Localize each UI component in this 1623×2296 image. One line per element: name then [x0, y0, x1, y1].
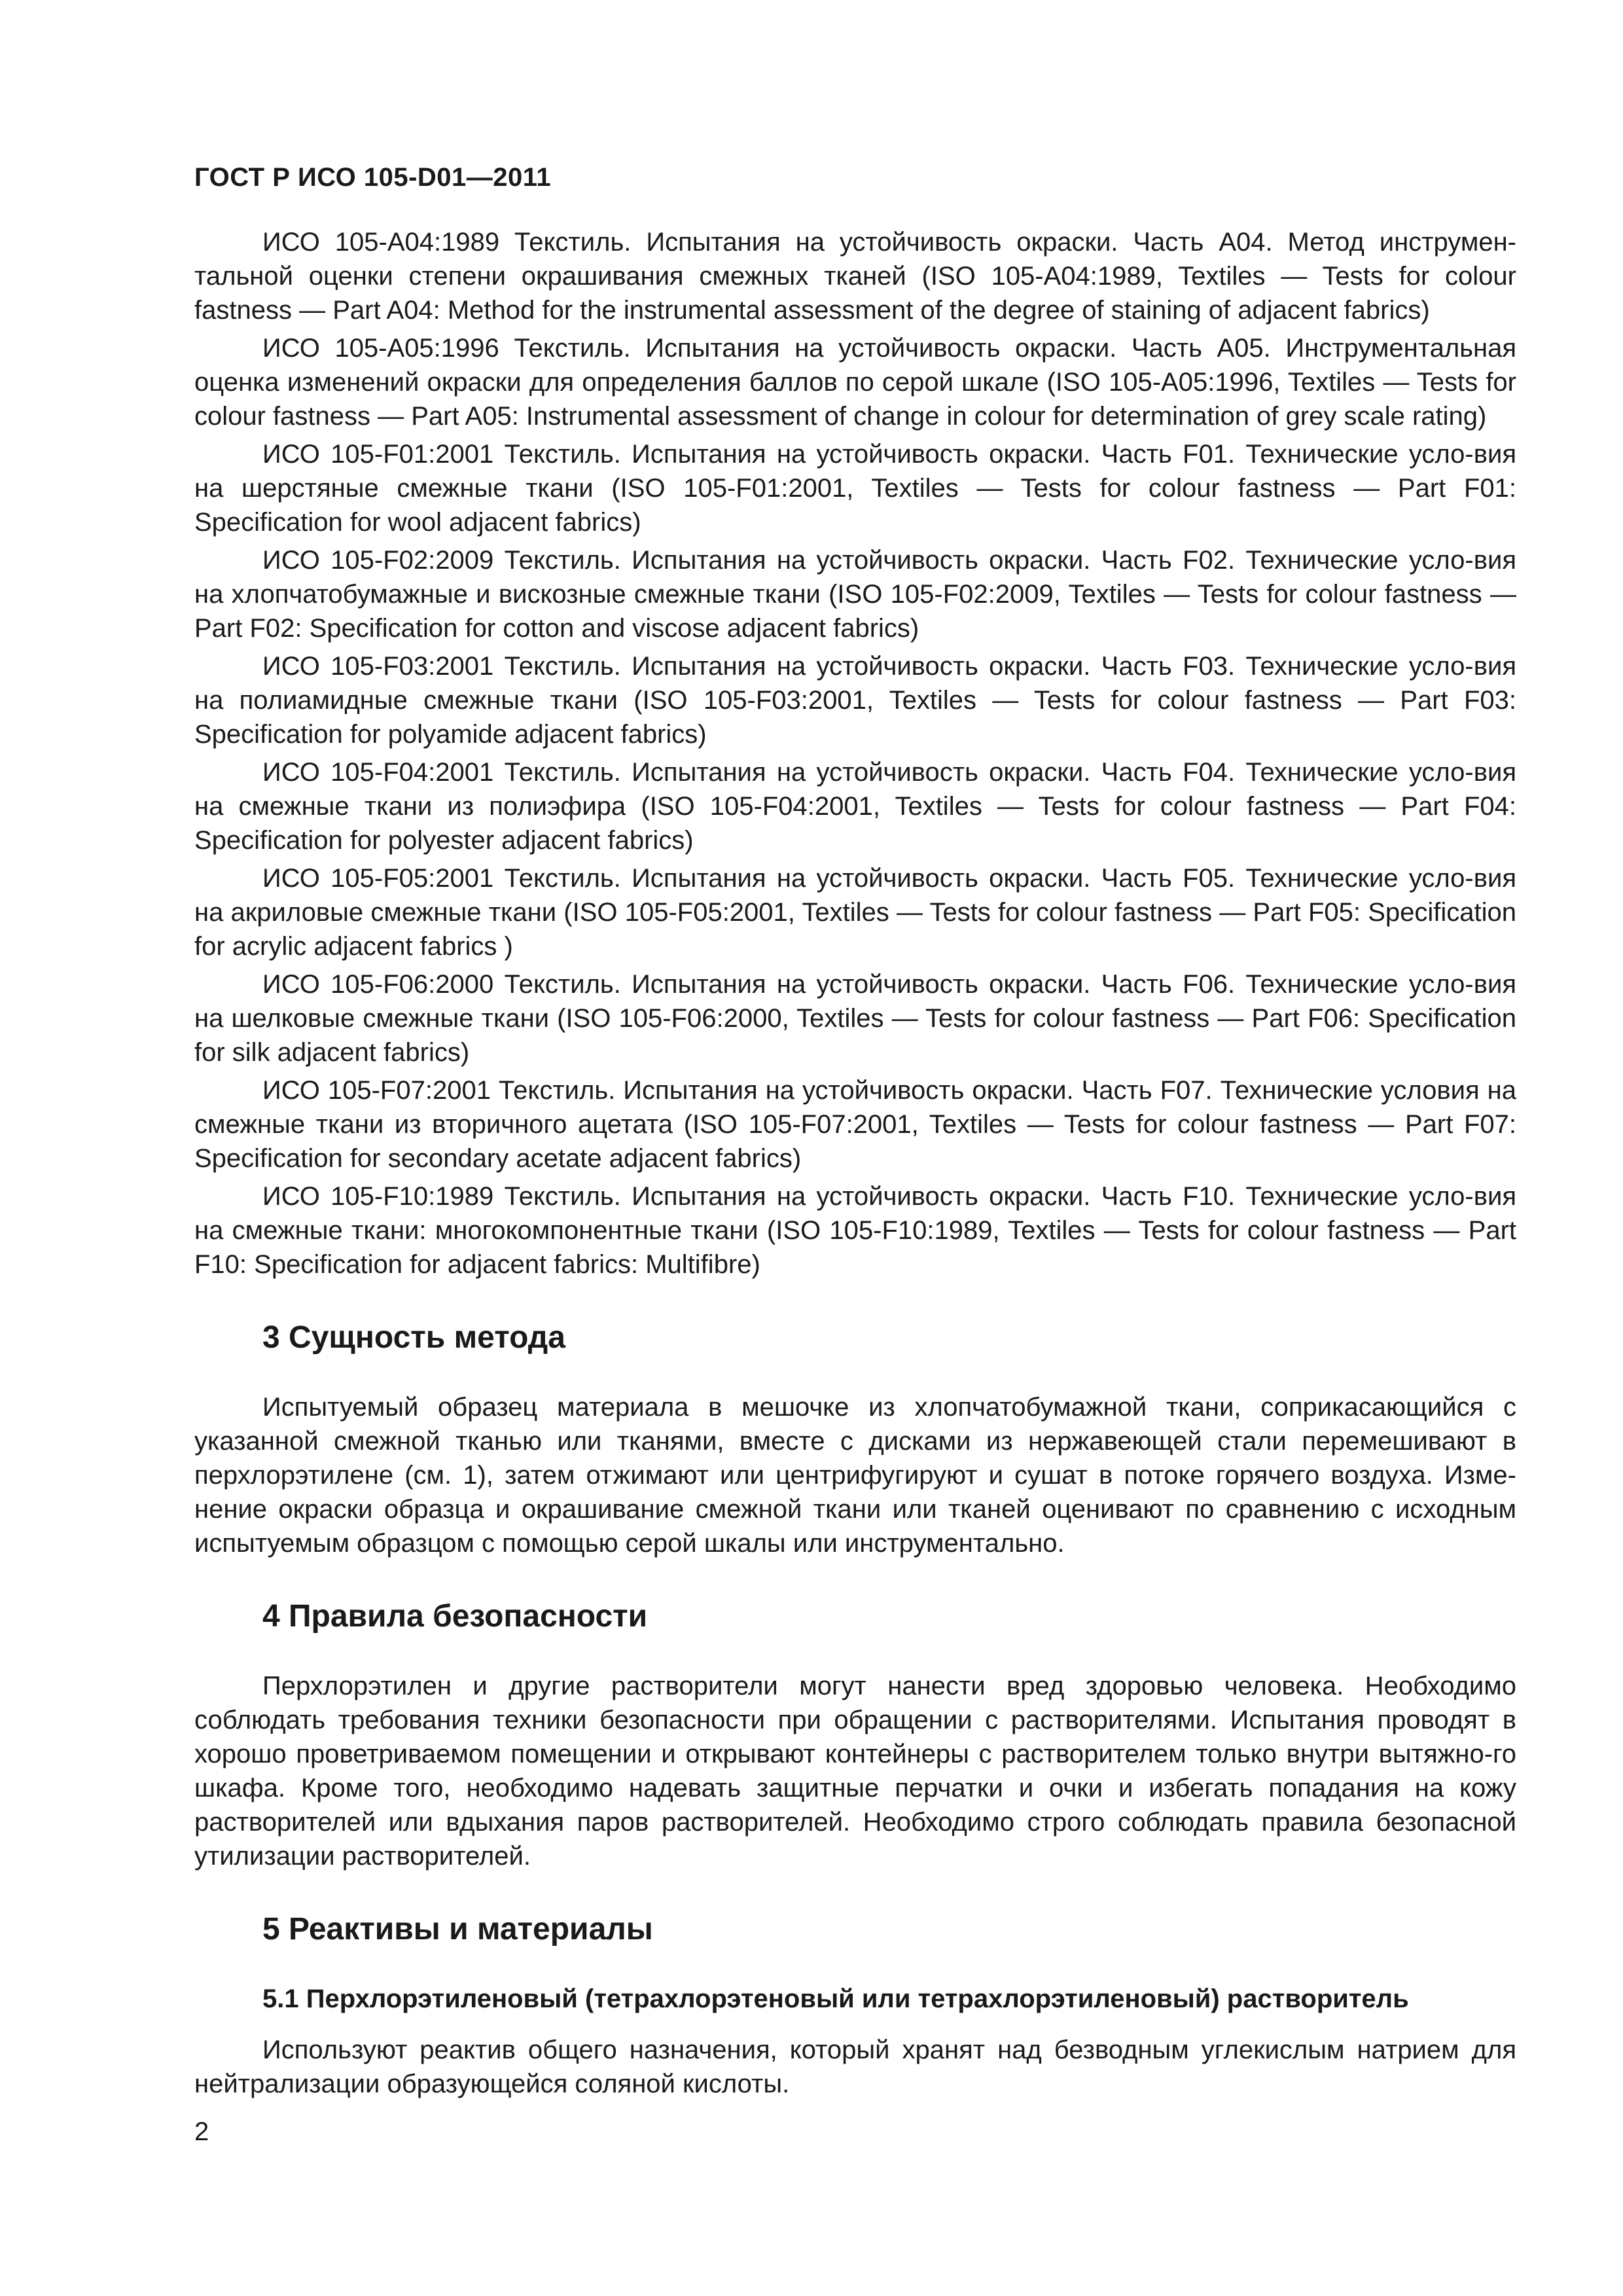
subsection-5-1-title: 5.1 Перхлорэтиленовый (тетрахлорэтеновый или тетрахлорэтиленовый) растворитель [262, 1984, 1409, 2013]
reference-item: ИСО 105-F03:2001 Текстиль. Испытания на устойчивость окраски. Часть F03. Технические усло-вия на полиамидные смежные ткани (ISO 105-F03:2001, Textiles — Tests for colour fastness — Part F03: Specification for polyamide adjacent fabrics) [194, 652, 1516, 749]
reference-item: ИСО 105-F02:2009 Текстиль. Испытания на устойчивость окраски. Часть F02. Технические усло-вия на хлопчатобумажные и вискозные смежные ткани (ISO 105-F02:2009, Textiles — Tests for colour fastness — Part F02: Specification for cotton and viscose adjacent fabrics) [194, 546, 1516, 643]
reference-item: ИСО 105-F05:2001 Текстиль. Испытания на устойчивость окраски. Часть F05. Технические усло-вия на акриловые смежные ткани (ISO 105-F05:2001, Textiles — Tests for colour fastness — Part F05: Specification for acrylic adjacent fabrics ) [194, 864, 1516, 961]
section-3-text: Испытуемый образец материала в мешочке из хлопчатобумажной ткани, соприкасающийся с указанной смежной тканью или тканями, вместе с дисками из нержавеющей стали перемешивают в перхлорэтилене (см. 1), затем отжимают или центрифугируют и сушат в потоке горячего воздуха. Изме-нение окраски образца и окрашивание смежной ткани или тканей оценивают по сравнению с исходным испытуемым образцом с помощью серой шкалы или инструментально. [194, 1393, 1516, 1558]
subsection-5-1-text: Используют реактив общего назначения, который хранят над безводным углекислым натрием для нейтрализации образующейся соляной кислоты. [194, 2036, 1516, 2098]
document-code-header: ГОСТ Р ИСО 105-D01—2011 [194, 163, 552, 192]
reference-item: ИСО 105-A05:1996 Текстиль. Испытания на устойчивость окраски. Часть A05. Инструментальная оценка изменений окраски для определения баллов по серой шкале (ISO 105-A05:1996, Textiles — Tests for colour fastness — Part A05: Instrumental assessment of change in colour for determination of grey scale rating) [194, 334, 1516, 431]
reference-item: ИСО 105-F04:2001 Текстиль. Испытания на устойчивость окраски. Часть F04. Технические усло-вия на смежные ткани из полиэфира (ISO 105-F04:2001, Textiles — Tests for colour fastness — Part F04: Specification for polyester adjacent fabrics) [194, 758, 1516, 855]
reference-item: ИСО 105-F01:2001 Текстиль. Испытания на устойчивость окраски. Часть F01. Технические усло-вия на шерстяные смежные ткани (ISO 105-F01:2001, Textiles — Tests for colour fastness — Part F01: Specification for wool adjacent fabrics) [194, 440, 1516, 537]
section-5-title: 5 Реактивы и материалы [262, 1912, 653, 1946]
section-4-title: 4 Правила безопасности [262, 1599, 648, 1634]
page-number: 2 [194, 2117, 209, 2146]
reference-item: ИСО 105-F06:2000 Текстиль. Испытания на устойчивость окраски. Часть F06. Технические усло-вия на шелковые смежные ткани (ISO 105-F06:2000, Textiles — Tests for colour fastness — Part F06: Specification for silk adjacent fabrics) [194, 970, 1516, 1067]
section-3-title: 3 Сущность метода [262, 1320, 565, 1355]
page-content [194, 161, 1516, 2101]
reference-item: ИСО 105-A04:1989 Текстиль. Испытания на устойчивость окраски. Часть A04. Метод инструмен-тальной оценки степени окрашивания смежных тканей (ISO 105-A04:1989, Textiles — Tests for colour fastness — Part A04: Method for the instrumental assessment of the degree of staining of adjacent fabrics) [194, 228, 1516, 325]
section-4-text: Перхлорэтилен и другие растворители могут нанести вред здоровью человека. Необходимо соблюдать требования техники безопасности при обращении с растворителями. Испытания проводят в хорошо проветриваемом помещении и открывают контейнеры с растворителем только внутри вытяжно-го шкафа. Кроме того, необходимо надевать защитные перчатки и очки и избегать попадания на кожу растворителей или вдыхания паров растворителей. Необходимо строго соблюдать правила безопасной утилизации растворителей. [194, 1672, 1516, 1871]
reference-item: ИСО 105-F10:1989 Текстиль. Испытания на устойчивость окраски. Часть F10. Технические усло-вия на смежные ткани: многокомпонентные ткани (ISO 105-F10:1989, Textiles — Tests for colour fastness — Part F10: Specification for adjacent fabrics: Multifibre) [194, 1182, 1516, 1279]
reference-item: ИСО 105-F07:2001 Текстиль. Испытания на устойчивость окраски. Часть F07. Технические условия на смежные ткани из вторичного ацетата (ISO 105-F07:2001, Textiles — Tests for colour fastness — Part F07: Specification for secondary acetate adjacent fabrics) [194, 1076, 1516, 1173]
references-list [194, 225, 1516, 1282]
